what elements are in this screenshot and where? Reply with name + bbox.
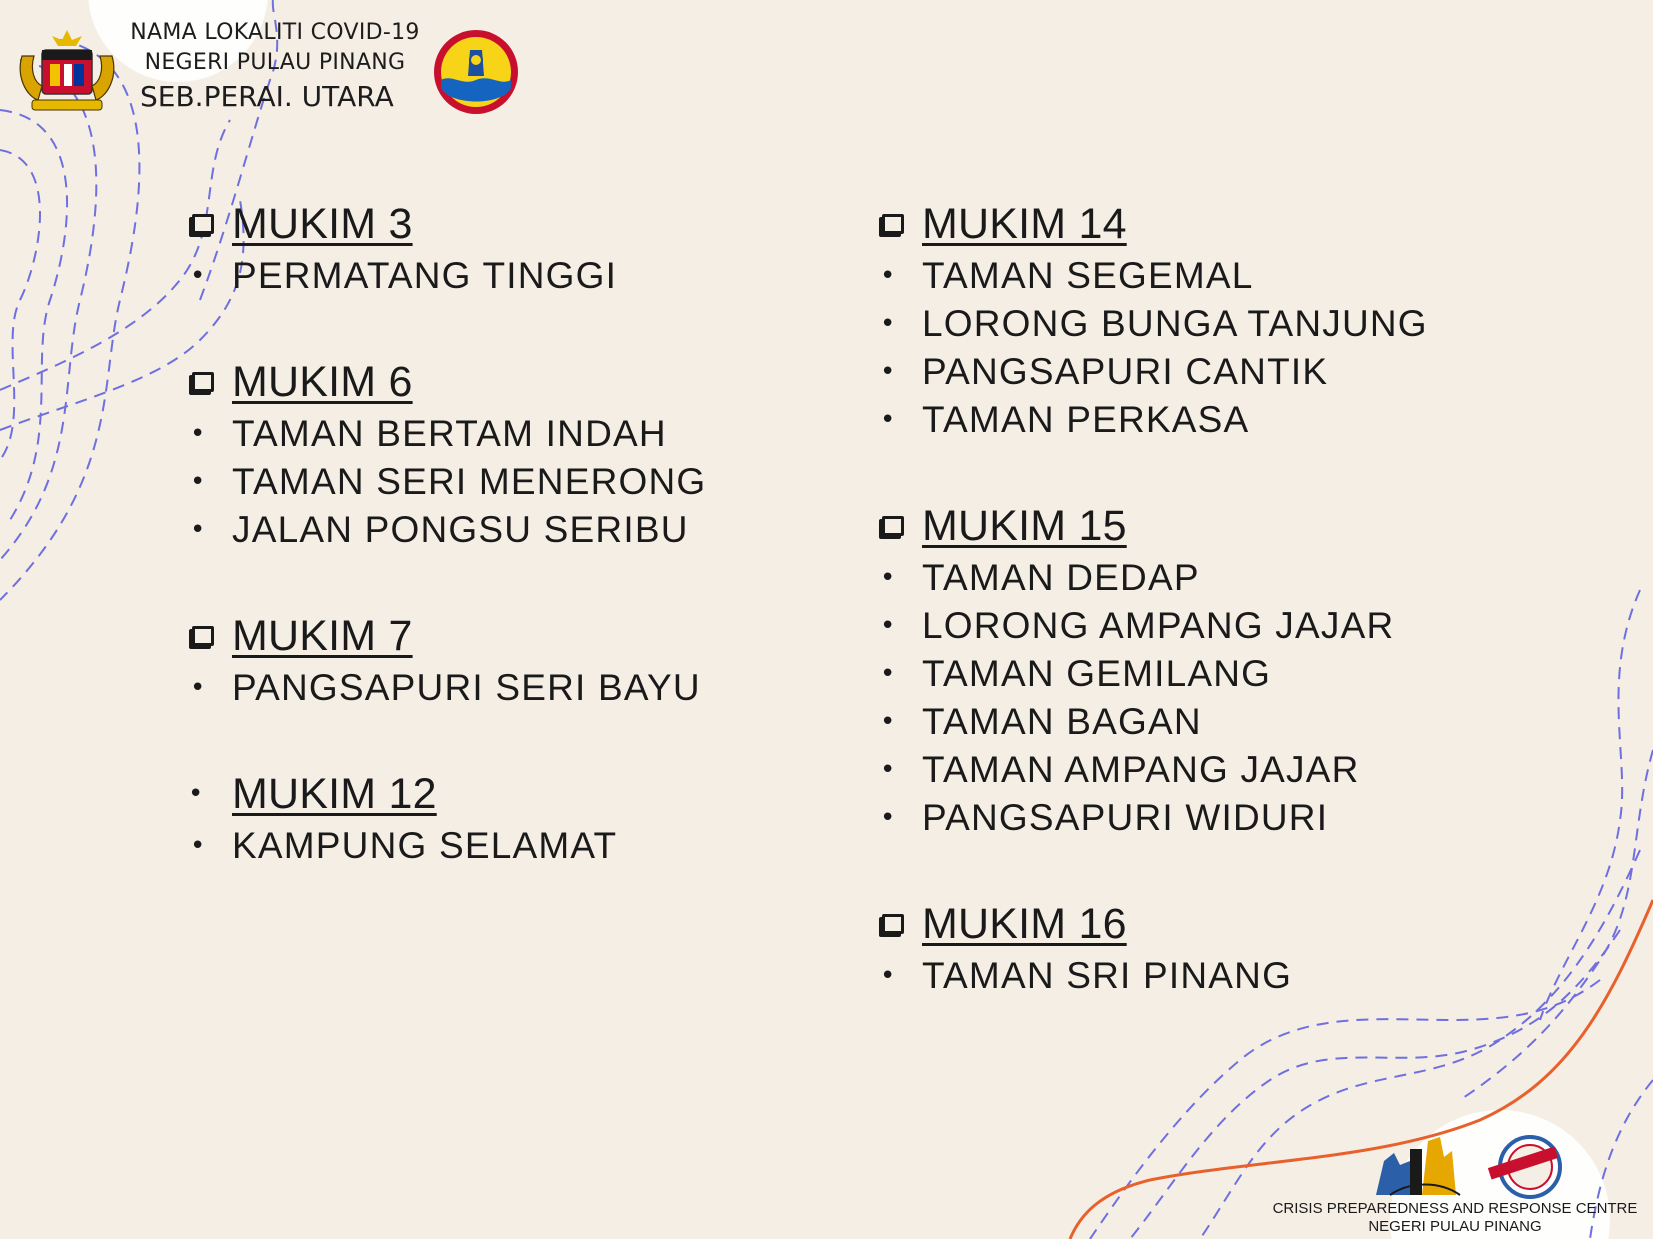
list-item — [878, 650, 1578, 698]
checkbox-square-icon — [878, 204, 922, 244]
header-line-2: NEGERI PULAU PINANG — [144, 50, 406, 75]
locality-name: LORONG AMPANG JAJAR — [922, 605, 1395, 646]
list-item — [188, 664, 788, 712]
footer-line-2: NEGERI PULAU PINANG — [1368, 1218, 1542, 1235]
locality-name: TAMAN SERI MENERONG — [232, 461, 707, 502]
bullet-icon: • — [880, 309, 896, 339]
list-item — [878, 252, 1578, 300]
locality-name: TAMAN BAGAN — [922, 701, 1202, 742]
cprc-logos-icon — [1370, 1131, 1570, 1201]
mukim-section-16 — [878, 896, 1578, 1000]
penang-state-logo-icon — [432, 28, 520, 116]
section-title: MUKIM 3 — [232, 199, 413, 248]
list-item — [188, 506, 788, 554]
bullet-icon: • — [190, 419, 206, 449]
mukim-section-12 — [188, 766, 788, 870]
bullet-icon: • — [880, 961, 896, 991]
section-title: MUKIM 7 — [232, 611, 413, 660]
checkbox-square-icon — [878, 506, 922, 546]
bullet-icon: • — [190, 467, 206, 497]
bullet-icon: • — [190, 673, 206, 703]
section-title: MUKIM 15 — [922, 501, 1127, 550]
locality-name: LORONG BUNGA TANJUNG — [922, 303, 1428, 344]
left-column — [188, 196, 788, 870]
section-header — [188, 608, 788, 664]
bullet-icon: • — [880, 611, 896, 641]
checkbox-square-icon — [188, 362, 232, 402]
list-item — [878, 602, 1578, 650]
malaysia-coat-of-arms-icon — [12, 26, 122, 116]
locality-name: TAMAN BERTAM INDAH — [232, 413, 667, 454]
right-column — [878, 196, 1578, 1000]
header — [0, 0, 560, 130]
section-title: MUKIM 16 — [922, 899, 1127, 948]
list-item — [188, 410, 788, 458]
section-title: MUKIM 12 — [232, 769, 437, 818]
locality-name: PANGSAPURI SERI BAYU — [232, 667, 701, 708]
locality-name: TAMAN SRI PINANG — [922, 955, 1293, 996]
locality-name: TAMAN DEDAP — [922, 557, 1200, 598]
locality-name: TAMAN GEMILANG — [922, 653, 1272, 694]
locality-name: TAMAN PERKASA — [922, 399, 1250, 440]
section-title: MUKIM 14 — [922, 199, 1127, 248]
locality-name: PANGSAPURI CANTIK — [922, 351, 1329, 392]
bullet-icon: • — [880, 707, 896, 737]
dashed-line — [0, 150, 40, 460]
list-item — [878, 746, 1578, 794]
dashed-line — [0, 60, 96, 560]
footer-line-1: CRISIS PREPAREDNESS AND RESPONSE CENTRE — [1272, 1200, 1638, 1217]
list-item — [188, 822, 788, 870]
locality-name: PERMATANG TINGGI — [232, 255, 618, 296]
section-header — [878, 896, 1578, 952]
section-header — [188, 766, 788, 822]
section-header — [878, 196, 1578, 252]
list-item — [878, 952, 1578, 1000]
bullet-icon: • — [880, 405, 896, 435]
bullet-icon: • — [880, 659, 896, 689]
mukim-section-15 — [878, 498, 1578, 842]
list-item — [878, 554, 1578, 602]
bullet-icon: • — [190, 831, 206, 861]
locality-name: JALAN PONGSU SERIBU — [232, 509, 689, 550]
bullet-icon: • — [880, 563, 896, 593]
checkbox-square-icon — [188, 204, 232, 244]
list-item — [188, 458, 788, 506]
bullet-icon: • — [880, 755, 896, 785]
list-item — [878, 348, 1578, 396]
footer — [1270, 1125, 1640, 1235]
list-item — [878, 794, 1578, 842]
locality-name: TAMAN SEGEMAL — [922, 255, 1254, 296]
checkbox-square-icon — [878, 904, 922, 944]
header-line-3: SEB.PERAI. UTARA — [140, 80, 394, 113]
bullet-icon: • — [880, 803, 896, 833]
list-item — [878, 300, 1578, 348]
dashed-line — [0, 110, 67, 520]
header-title-block — [120, 18, 430, 116]
mukim-section-6 — [188, 354, 788, 554]
bullet-icon: • — [190, 261, 206, 291]
bullet-icon: • — [188, 779, 204, 809]
section-header — [878, 498, 1578, 554]
section-header — [188, 354, 788, 410]
checkbox-square-icon — [188, 616, 232, 656]
mukim-section-7 — [188, 608, 788, 712]
mukim-section-14 — [878, 196, 1578, 444]
list-item — [878, 698, 1578, 746]
locality-name: KAMPUNG SELAMAT — [232, 825, 618, 866]
section-header — [188, 196, 788, 252]
section-title: MUKIM 6 — [232, 357, 413, 406]
bullet-icon: • — [880, 357, 896, 387]
mukim-section-3 — [188, 196, 788, 300]
bullet-icon: • — [880, 261, 896, 291]
locality-name: TAMAN AMPANG JAJAR — [922, 749, 1360, 790]
list-item — [878, 396, 1578, 444]
header-line-1: NAMA LOKALITI COVID-19 — [130, 20, 420, 45]
bullet-icon: • — [190, 515, 206, 545]
locality-name: PANGSAPURI WIDURI — [922, 797, 1329, 838]
footer-text — [1270, 1200, 1640, 1236]
list-item — [188, 252, 788, 300]
